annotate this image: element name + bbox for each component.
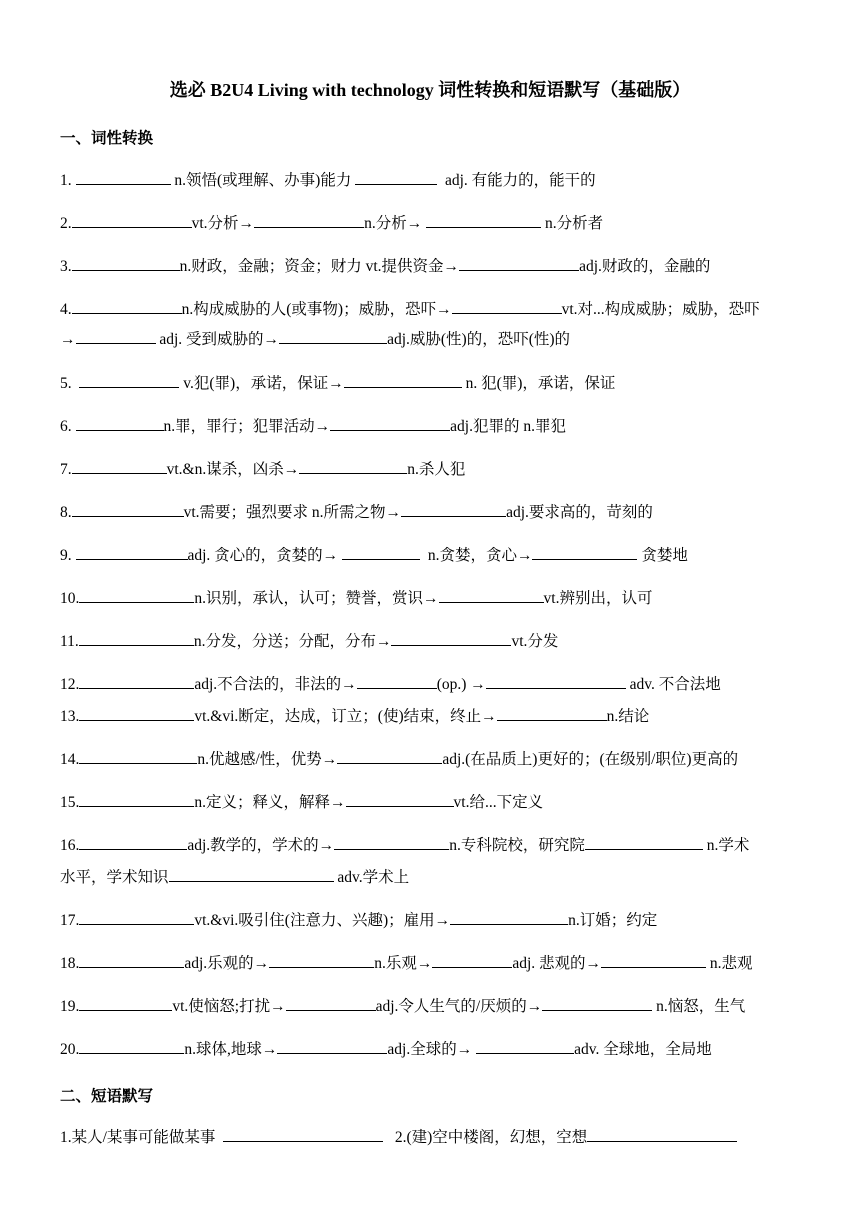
- word-form-line: [60, 169, 596, 191]
- prompt-text: 1.: [60, 172, 76, 189]
- answer-blank[interactable]: [355, 169, 437, 185]
- prompt-text: 19.: [60, 998, 80, 1015]
- word-form-line: [60, 630, 558, 652]
- answer-blank[interactable]: [450, 909, 568, 925]
- prompt-text: adv. 全球地，全局地: [574, 1041, 712, 1058]
- word-form-line: [60, 298, 760, 320]
- prompt-text: 7.: [60, 461, 72, 478]
- answer-blank[interactable]: [279, 328, 387, 344]
- word-form-line: [60, 458, 465, 480]
- answer-blank[interactable]: [334, 834, 449, 850]
- prompt-text: adj.教学的，学术的→: [187, 837, 335, 854]
- prompt-text: n.定义；释义，解释→: [194, 794, 346, 811]
- answer-blank[interactable]: [439, 587, 544, 603]
- answer-blank[interactable]: [542, 995, 652, 1011]
- prompt-text: 9.: [60, 547, 76, 564]
- prompt-text: 6.: [60, 418, 76, 435]
- word-form-line: [60, 834, 749, 856]
- prompt-text: adj. 贪心的，贪婪的→: [187, 547, 343, 564]
- word-form-line: [60, 866, 409, 888]
- prompt-text: 17.: [60, 912, 80, 929]
- prompt-text: n.构成威胁的人(或事物)；威胁，恐吓→: [181, 301, 452, 318]
- answer-blank[interactable]: [497, 705, 607, 721]
- word-form-line: [60, 255, 710, 277]
- prompt-text: n. 犯(罪)，承诺，保证: [461, 375, 616, 392]
- answer-blank[interactable]: [277, 1038, 387, 1054]
- prompt-text: →: [60, 331, 76, 348]
- prompt-text: adv. 不合法地: [625, 676, 721, 693]
- answer-blank[interactable]: [342, 544, 420, 560]
- word-form-line: [60, 372, 615, 394]
- prompt-text: 4.: [60, 301, 72, 318]
- prompt-text: adj.威胁(性)的，恐吓(性)的: [387, 331, 571, 348]
- prompt-text: vt.使恼怒;打扰→: [172, 998, 286, 1015]
- prompt-text: n.财政，金融；资金；财力 vt.提供资金→: [179, 258, 460, 275]
- prompt-text: vt.&n.谋杀，凶杀→: [166, 461, 300, 478]
- word-form-line: [60, 995, 745, 1017]
- prompt-text: adj.不合法的，非法的→: [194, 676, 357, 693]
- prompt-text: vt.分发: [511, 633, 559, 650]
- answer-blank[interactable]: [79, 995, 172, 1011]
- answer-blank[interactable]: [452, 298, 562, 314]
- word-form-line: [60, 909, 657, 931]
- answer-blank[interactable]: [72, 212, 192, 228]
- answer-blank[interactable]: [486, 673, 626, 689]
- answer-blank[interactable]: [169, 866, 334, 882]
- prompt-text: n.结论: [606, 708, 650, 725]
- word-form-line: [60, 328, 570, 350]
- prompt-text: (op.) →: [436, 676, 486, 693]
- answer-blank[interactable]: [585, 834, 703, 850]
- prompt-text: vt.对...构成威胁；威胁，恐吓: [561, 301, 760, 318]
- prompt-text: 贪婪地: [637, 547, 688, 564]
- prompt-text: adj.财政的，金融的: [579, 258, 711, 275]
- word-form-line: [60, 587, 652, 609]
- answer-blank[interactable]: [532, 544, 637, 560]
- prompt-text: 13.: [60, 708, 80, 725]
- answer-blank[interactable]: [72, 298, 182, 314]
- answer-blank[interactable]: [459, 255, 579, 271]
- answer-blank[interactable]: [269, 952, 374, 968]
- prompt-text: n.识别，承认，认可；赞誉，赏识→: [194, 590, 439, 607]
- prompt-text: 2.(建)空中楼阁，幻想，空想: [383, 1129, 588, 1146]
- answer-blank[interactable]: [286, 995, 376, 1011]
- prompt-text: n.球体,地球→: [184, 1041, 278, 1058]
- prompt-text: vt.分析→: [191, 215, 255, 232]
- worksheet-title: 选必 B2U4 Living with technology 词性转换和短语默写（基础版）: [169, 80, 691, 100]
- word-form-line: [60, 952, 753, 974]
- answer-blank[interactable]: [76, 328, 156, 344]
- answer-blank[interactable]: [79, 909, 194, 925]
- answer-blank[interactable]: [337, 748, 442, 764]
- answer-blank[interactable]: [79, 705, 194, 721]
- answer-blank[interactable]: [391, 630, 511, 646]
- answer-blank[interactable]: [79, 952, 184, 968]
- answer-blank[interactable]: [76, 544, 188, 560]
- prompt-text: adj. 有能力的，能干的: [437, 172, 596, 189]
- prompt-text: 2.: [60, 215, 72, 232]
- prompt-text: 5.: [60, 375, 80, 392]
- prompt-text: 14.: [60, 751, 80, 768]
- prompt-text: vt.给...下定义: [453, 794, 544, 811]
- prompt-text: n.领悟(或理解、办事)能力: [170, 172, 356, 189]
- answer-blank[interactable]: [432, 952, 512, 968]
- prompt-text: 11.: [60, 633, 79, 650]
- prompt-text: adj.令人生气的/厌烦的→: [375, 998, 543, 1015]
- answer-blank[interactable]: [79, 791, 194, 807]
- prompt-text: adj.(在品质上)更好的；(在级别/职位)更高的: [442, 751, 739, 768]
- answer-blank[interactable]: [76, 169, 171, 185]
- answer-blank[interactable]: [79, 1038, 184, 1054]
- prompt-text: 18.: [60, 955, 80, 972]
- section-heading-word-forms: 一、词性转换: [60, 130, 154, 147]
- prompt-text: n.杀人犯: [407, 461, 466, 478]
- prompt-text: n.乐观→: [374, 955, 433, 972]
- prompt-text: n.订婚；约定: [568, 912, 658, 929]
- answer-blank[interactable]: [401, 501, 506, 517]
- prompt-text: n.专科院校，研究院: [449, 837, 585, 854]
- answer-blank[interactable]: [426, 212, 541, 228]
- prompt-text: adj.犯罪的 n.罪犯: [450, 418, 566, 435]
- prompt-text: vt.&vi.断定，达成，订立；(使)结束，终止→: [194, 708, 497, 725]
- answer-blank[interactable]: [76, 415, 164, 431]
- word-form-line: [60, 212, 603, 234]
- prompt-text: 水平，学术知识: [60, 869, 169, 886]
- prompt-text: adv.学术上: [333, 869, 410, 886]
- answer-blank[interactable]: [601, 952, 706, 968]
- answer-blank[interactable]: [79, 748, 197, 764]
- prompt-text: n.分析者: [541, 215, 604, 232]
- prompt-text: 16.: [60, 837, 80, 854]
- prompt-text: 10.: [60, 590, 80, 607]
- answer-blank[interactable]: [476, 1038, 574, 1054]
- word-form-line: [60, 705, 649, 727]
- word-form-line: [60, 501, 653, 523]
- prompt-text: 15.: [60, 794, 80, 811]
- prompt-text: 20.: [60, 1041, 80, 1058]
- word-form-line: [60, 673, 721, 695]
- prompt-text: 1.某人/某事可能做某事: [60, 1129, 224, 1146]
- answer-blank[interactable]: [79, 372, 179, 388]
- answer-blank[interactable]: [299, 458, 407, 474]
- answer-blank[interactable]: [254, 212, 364, 228]
- prompt-text: adj.要求高的，苛刻的: [506, 504, 653, 521]
- prompt-text: 12.: [60, 676, 80, 693]
- prompt-text: vt.&vi.吸引住(注意力、兴趣)；雇用→: [194, 912, 451, 929]
- prompt-text: adj.乐观的→: [184, 955, 270, 972]
- answer-blank[interactable]: [72, 255, 180, 271]
- prompt-text: adj.全球的→: [387, 1041, 477, 1058]
- prompt-text: n.恼怒，生气: [652, 998, 746, 1015]
- prompt-text: n.悲观: [706, 955, 753, 972]
- prompt-text: n.罪，罪行；犯罪活动→: [163, 418, 331, 435]
- prompt-text: v.犯(罪)，承诺，保证→: [179, 375, 344, 392]
- prompt-text: n.优越感/性，优势→: [197, 751, 338, 768]
- answer-blank[interactable]: [79, 630, 194, 646]
- answer-blank[interactable]: [587, 1126, 737, 1142]
- prompt-text: vt.需要；强烈要求 n.所需之物→: [183, 504, 402, 521]
- answer-blank[interactable]: [344, 372, 462, 388]
- word-form-line: [60, 748, 738, 770]
- prompt-text: n.学术: [702, 837, 750, 854]
- prompt-text: n.贪婪，贪心→: [420, 547, 533, 564]
- prompt-text: n.分发，分送；分配，分布→: [193, 633, 392, 650]
- answer-blank[interactable]: [330, 415, 450, 431]
- answer-blank[interactable]: [346, 791, 454, 807]
- section-heading-phrases: 二、短语默写: [60, 1088, 154, 1105]
- prompt-text: vt.辨别出，认可: [543, 590, 653, 607]
- prompt-text: adj. 悲观的→: [512, 955, 602, 972]
- word-form-line: [60, 544, 688, 566]
- answer-blank[interactable]: [72, 501, 184, 517]
- answer-blank[interactable]: [79, 587, 194, 603]
- word-form-line: [60, 415, 566, 437]
- prompt-text: 8.: [60, 504, 72, 521]
- phrase-line: [60, 1126, 737, 1148]
- prompt-text: n.分析→: [364, 215, 427, 232]
- word-form-line: [60, 1038, 712, 1060]
- answer-blank[interactable]: [72, 458, 167, 474]
- answer-blank[interactable]: [79, 673, 194, 689]
- prompt-text: 3.: [60, 258, 72, 275]
- answer-blank[interactable]: [79, 834, 187, 850]
- word-form-line: [60, 791, 543, 813]
- answer-blank[interactable]: [357, 673, 437, 689]
- answer-blank[interactable]: [223, 1126, 383, 1142]
- prompt-text: adj. 受到威胁的→: [155, 331, 280, 348]
